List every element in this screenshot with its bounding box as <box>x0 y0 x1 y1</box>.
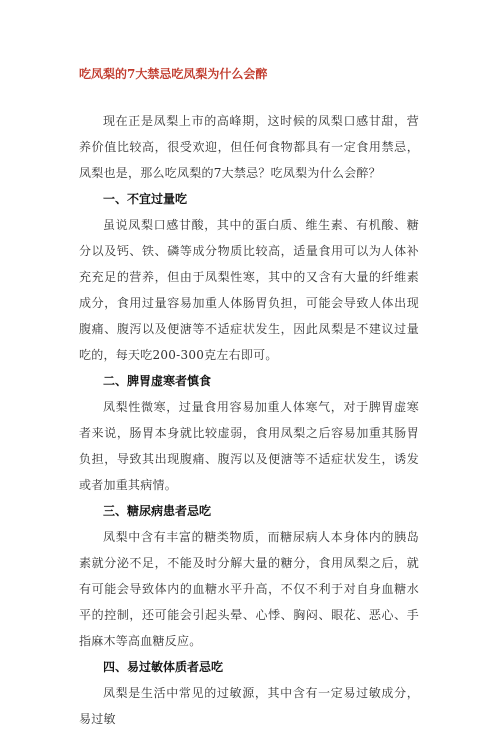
article-body <box>79 108 419 732</box>
section-body-2: 凤梨性微寒，过量食用容易加重人体寒气，对于脾胃虚寒者来说，肠胃本身就比较虚弱，食用凤梨之后容易加重其肠胃负担，导致其出现腹痛、腹泻以及便溏等不适症状发生，诱发或者加重其病情。 <box>79 400 419 492</box>
section-heading-1: 一、不宜过量吃 <box>103 192 188 206</box>
section-body-3: 凤梨中含有丰富的糖类物质，而糖尿病人本身体内的胰岛素就分泌不足，不能及时分解大量的糖分，食用凤梨之后，就有可能会导致体内的血糖水平升高，不仅不利于对自身血糖水平的控制，还可能会引起头晕、心悸、胸闷、眼花、恶心、手指麻木等高血糖反应。 <box>79 530 419 648</box>
article-title: 吃凤梨的7大禁忌吃凤梨为什么会醉 <box>79 67 268 81</box>
intro-paragraph: 现在正是凤梨上市的高峰期，这时候的凤梨口感甘甜，营养价值比较高，很受欢迎，但任何食物都具有一定食用禁忌，凤梨也是，那么吃凤梨的7大禁忌？吃凤梨为什么会醉？ <box>79 114 419 180</box>
section-heading-3: 三、糖尿病患者忌吃 <box>103 504 212 518</box>
section-body-4: 凤梨是生活中常见的过敏源，其中含有一定易过敏成分，易过敏 <box>79 686 419 726</box>
section-heading-2: 二、脾胃虚寒者慎食 <box>103 374 212 388</box>
section-heading-4: 四、易过敏体质者忌吃 <box>103 660 224 674</box>
section-body-1: 虽说凤梨口感甘酸，其中的蛋白质、维生素、有机酸、糖分以及钙、铁、磷等成分物质比较高，适量食用可以为人体补充充足的营养，但由于凤梨性寒，其中的又含有大量的纤维素成分，食用过量容易加重人体肠胃负担，可能会导致人体出现腹痛、腹泻以及便溏等不适症状发生，因此凤梨是不建议过量吃的，每天吃200-300克左右即可。 <box>79 218 419 362</box>
